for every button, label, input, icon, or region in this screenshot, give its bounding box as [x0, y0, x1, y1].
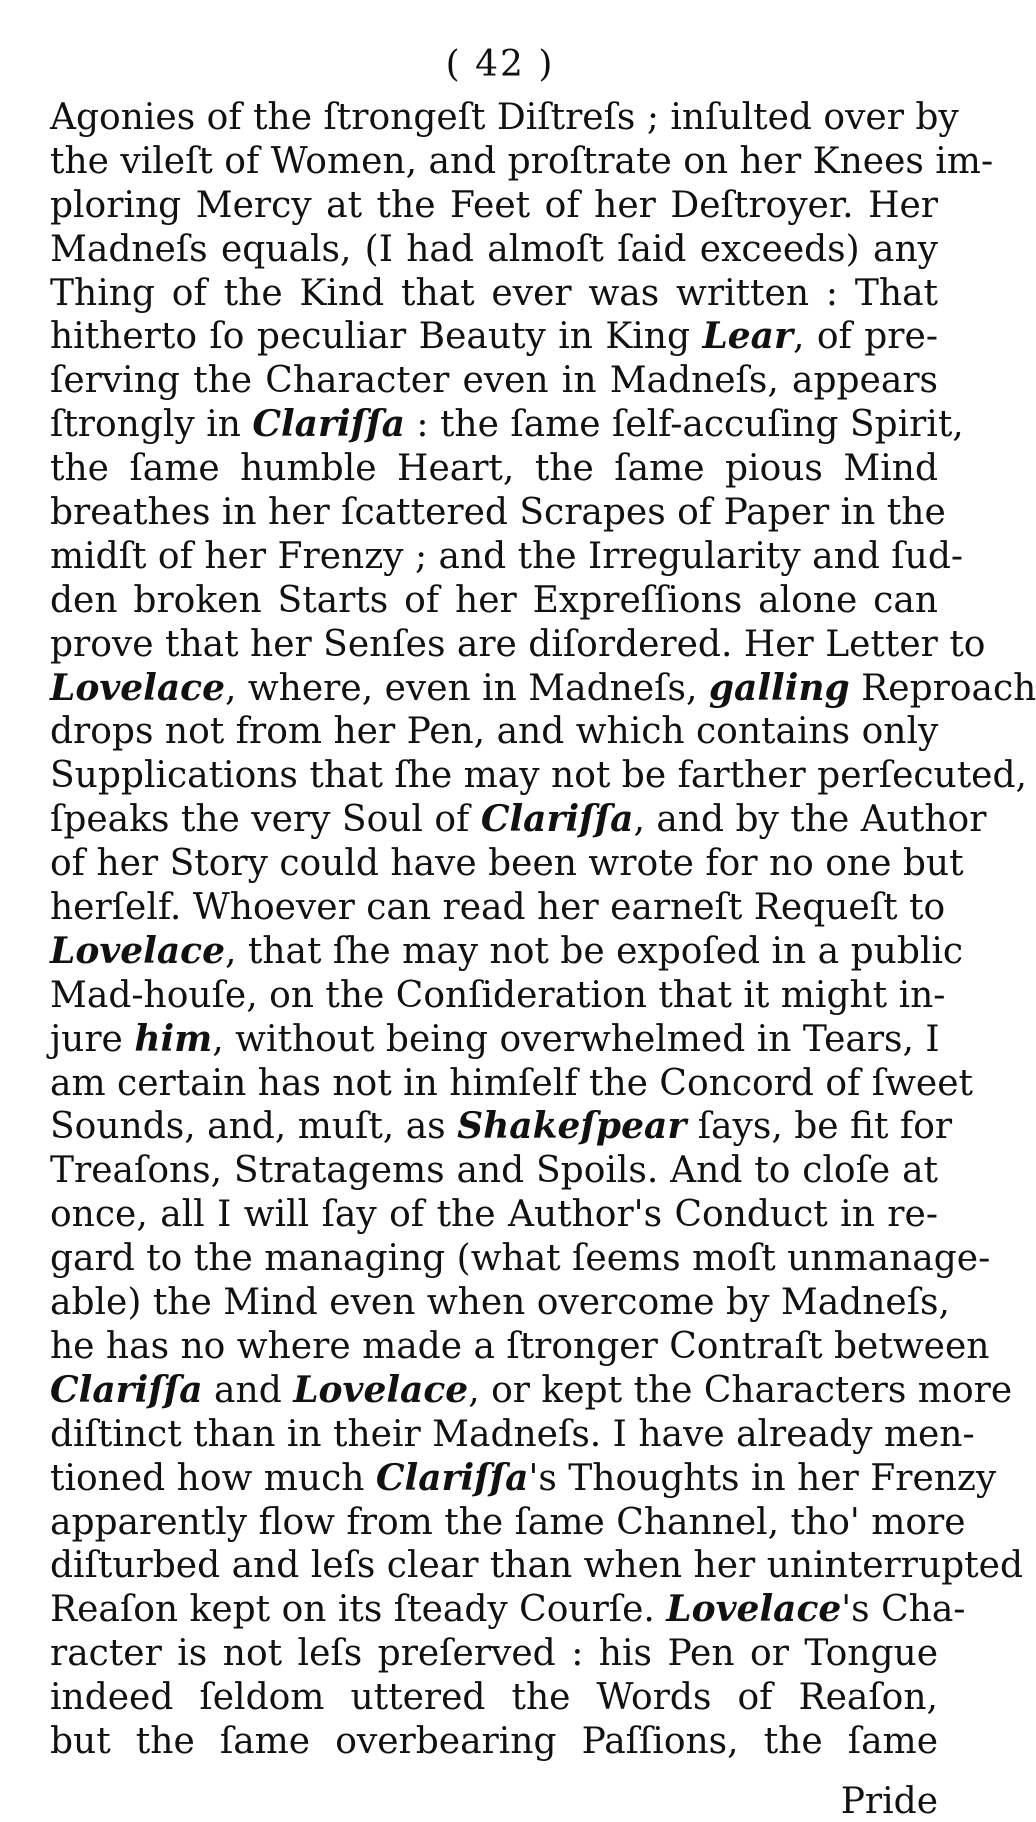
- text-line: once, all I will ſay of the Author's Conduct in re-: [50, 1194, 938, 1236]
- italic-word: Lovelace: [293, 1368, 469, 1411]
- text-line: diſtinct than in their Madneſs. I have already men-: [50, 1413, 975, 1455]
- text-line: Thing of the Kind that ever was written : That: [50, 272, 938, 314]
- italic-word: Lovelace: [50, 666, 225, 709]
- text-line: but the ſame overbearing Paſſions, the ſame: [50, 1720, 938, 1762]
- text-line: apparently flow from the ſame Channel, tho' more: [50, 1501, 966, 1543]
- text-line: drops not from her Pen, and which contains only: [50, 711, 939, 753]
- italic-word: Lovelace: [666, 1588, 842, 1631]
- text-line: breathes in her ſcattered Scrapes of Paper in the: [50, 492, 946, 534]
- italic-word: Clariſſa: [50, 1368, 203, 1411]
- text-line: Lovelace, that ſhe may not be expoſed in a public: [50, 929, 964, 972]
- text-line: hitherto ſo peculiar Beauty in King Lear, of pre-: [50, 315, 938, 358]
- italic-word: galling: [708, 666, 850, 709]
- catchword: Pride: [840, 1781, 938, 1822]
- text-line: diſturbed and leſs clear than when her uninterrupted: [50, 1545, 1024, 1587]
- text-line: Clariſſa and Lovelace, or kept the Characters more: [50, 1368, 1013, 1411]
- text-line: gard to the managing (what ſeems moſt unmanage-: [50, 1238, 991, 1280]
- text-line: herſelf. Whoever can read her earneſt Requeſt to: [50, 887, 946, 929]
- text-line: the ſame humble Heart, the ſame pious Mind: [50, 448, 938, 490]
- text-line: Treaſons, Stratagems and Spoils. And to cloſe at: [50, 1150, 938, 1192]
- text-line: Sounds, and, muſt, as Shakeſpear ſays, be fit for: [50, 1105, 953, 1148]
- text-line: Agonies of the ſtrongeſt Diſtreſs ; inſulted over by: [50, 97, 959, 138]
- text-line: ſtrongly in Clariſſa : the ſame ſelf-accuſing Spirit,: [50, 403, 964, 446]
- text-line: of her Story could have been wrote for no one but: [50, 843, 964, 885]
- italic-word: Lear: [702, 315, 793, 358]
- text-line: jure him, without being overwhelmed in Tears, I: [50, 1017, 940, 1060]
- text-line: ſpeaks the very Soul of Clariſſa, and by the Author: [50, 798, 987, 841]
- text-line: racter is not leſs preſerved : his Pen or Tongue: [50, 1633, 938, 1675]
- text-line: Supplications that ſhe may not be farther perſecuted,: [50, 755, 1027, 797]
- italic-word: him: [134, 1017, 213, 1060]
- italic-word: Lovelace: [50, 929, 225, 972]
- page-number: ( 42 ): [445, 44, 555, 85]
- text-line: the vileſt of Women, and proſtrate on her Knees im-: [50, 140, 994, 182]
- text-line: ſerving the Character even in Madneſs, appears: [50, 360, 938, 402]
- text-line: ploring Mercy at the Feet of her Deſtroyer. Her: [50, 184, 938, 226]
- text-line: am certain has not in himſelf the Concord of ſweet: [50, 1062, 974, 1104]
- text-line: Reaſon kept on its ſteady Courſe. Lovelace's Cha-: [50, 1588, 966, 1631]
- text-line: midſt of her Frenzy ; and the Irregularity and ſud-: [50, 535, 964, 577]
- text-line: Madneſs equals, (I had almoſt ſaid exceeds) any: [50, 228, 938, 270]
- text-line: Mad-houſe, on the Conſideration that it might in-: [50, 974, 946, 1016]
- body-text: [50, 96, 1036, 1764]
- text-line: he has no where made a ſtronger Contraſt between: [50, 1325, 990, 1367]
- text-line: able) the Mind even when overcome by Madneſs,: [50, 1282, 950, 1324]
- text-line: tioned how much Clariſſa's Thoughts in her Frenzy: [50, 1456, 997, 1499]
- italic-word: Shakeſpear: [457, 1105, 687, 1148]
- text-line: den broken Starts of her Expreſſions alone can: [50, 579, 938, 621]
- text-line: indeed ſeldom uttered the Words of Reaſon,: [50, 1677, 938, 1719]
- text-line: Lovelace, where, even in Madneſs, galling Reproach: [50, 666, 1036, 709]
- italic-word: Clariſſa: [480, 798, 634, 841]
- italic-word: Clariſſa: [252, 403, 405, 446]
- italic-word: Clariſſa: [375, 1456, 529, 1499]
- text-line: prove that her Senſes are diſordered. Her Letter to: [50, 623, 986, 665]
